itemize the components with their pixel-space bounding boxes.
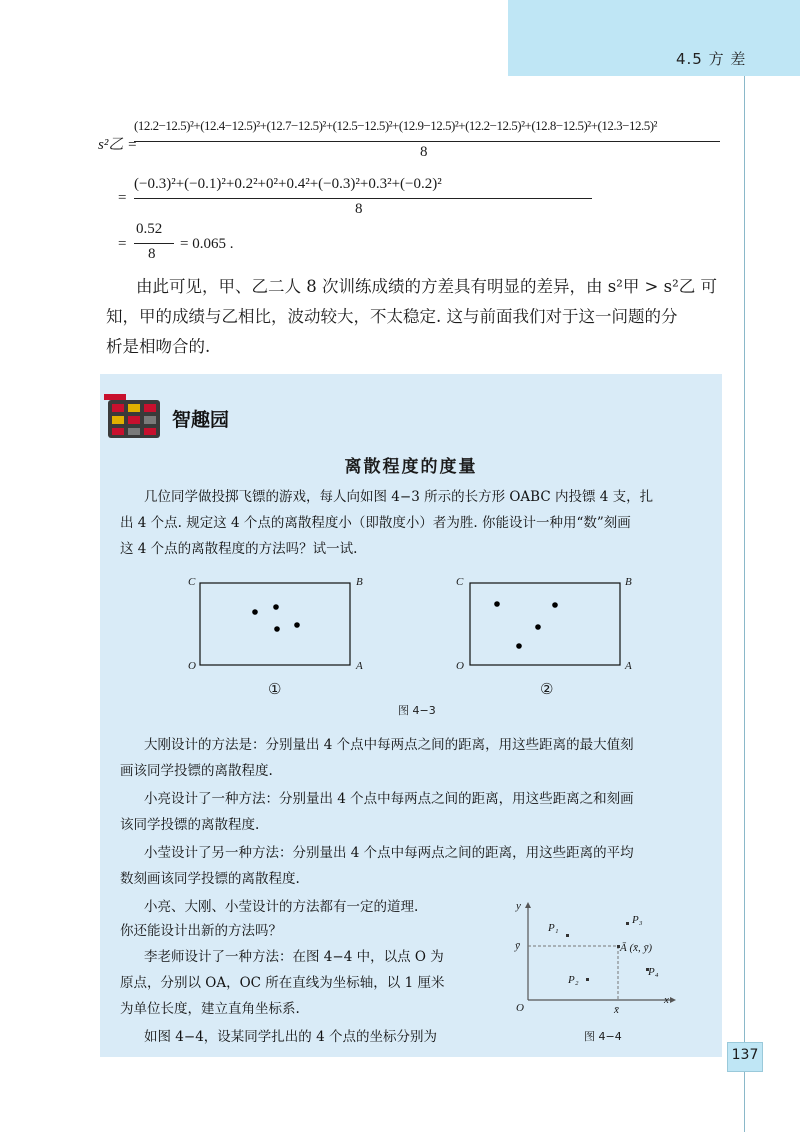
dart-point (516, 643, 522, 649)
vertex-label-c: C (456, 576, 464, 588)
vertex-label-b: B (356, 576, 363, 588)
dart-point (494, 601, 500, 607)
dart-point (535, 624, 541, 630)
formula-line3-denominator: 8 (148, 246, 156, 262)
formula-line2-fraction-bar (134, 198, 592, 199)
dart-point (273, 604, 279, 610)
page-number: 137 (731, 1047, 759, 1063)
formula-line2-denominator: 8 (355, 201, 363, 217)
figure-part-number: ① (268, 680, 282, 698)
dart-point (252, 609, 258, 615)
rectangle-oabc-1 (200, 583, 350, 665)
y-mean-tick-label: ȳ (515, 940, 520, 952)
point-label-p1: P₁ (548, 922, 559, 934)
point-p1 (566, 934, 569, 937)
body-paragraph-line: 知，甲的成绩与乙相比，波动较大，不太稳定. 这与前面我们对于这一问题的分 (106, 307, 678, 326)
box-paragraph-line: 小亮、大刚、小莹设计的方法都有一定的道理. (144, 899, 419, 915)
formula-line1-numerator: (12.2−12.5)²+(12.4−12.5)²+(12.7−12.5)²+(12.5−12.5)²+(12.9−12.5)²+(12.2−12.5)²+(12.8−12.5)²+(12.3−12.5)² (134, 118, 657, 133)
y-axis-arrow (525, 902, 531, 908)
box-paragraph-line: 这 4 个点的离散程度的方法吗？试一试. (120, 541, 358, 557)
formula-line3-result: = 0.065 . (180, 236, 234, 252)
body-paragraph-line: 析是相吻合的. (106, 337, 211, 356)
figure-4-3-diagram (180, 575, 650, 705)
mean-point-label: Ā (x̄, ȳ) (620, 942, 653, 954)
x-axis-label: x (664, 994, 669, 1006)
formula-line1-denominator: 8 (420, 144, 428, 160)
vertex-label-c: C (188, 576, 196, 588)
fun-garden-icon (104, 394, 164, 442)
box-paragraph-line: 如图 4−4，设某同学扎出的 4 个点的坐标分别为 (144, 1029, 437, 1045)
x-axis-arrow (670, 997, 676, 1003)
point-p2 (586, 978, 589, 981)
point-p3 (626, 922, 629, 925)
point-label-p3: P₃ (632, 914, 643, 926)
box-paragraph-line: 小莹设计了另一种方法：分别量出 4 个点中每两点之间的距离，用这些距离的平均 (144, 845, 634, 861)
box-paragraph-line: 你还能设计出新的方法吗？ (120, 923, 282, 939)
box-paragraph-line: 小亮设计了一种方法：分别量出 4 个点中每两点之间的距离，用这些距离之和刻画 (144, 791, 634, 807)
formula-line1-fraction-bar (134, 141, 720, 142)
formula-line2-numerator: (−0.3)²+(−0.1)²+0.2²+0²+0.4²+(−0.3)²+0.3²+(−0.2)² (134, 176, 442, 192)
vertex-label-a: A (625, 660, 632, 672)
box-paragraph-line: 该同学投镖的离散程度. (120, 817, 260, 833)
dart-point (274, 626, 280, 632)
box-paragraph-line: 数刻画该同学投镖的离散程度. (120, 871, 300, 887)
formula-line3-fraction-bar (134, 243, 174, 244)
origin-label: O (516, 1002, 524, 1014)
section-subtitle: 离散程度的度量 (344, 457, 478, 477)
point-label-p2: P₂ (568, 974, 579, 986)
body-paragraph-line: 由此可见，甲、乙二人 8 次训练成绩的方差具有明显的差异，由 s²甲 > s²乙 可 (136, 277, 717, 296)
margin-rule (744, 76, 745, 1132)
box-paragraph-line: 画该同学投镖的离散程度. (120, 763, 273, 779)
box-paragraph-line: 原点，分别以 OA，OC 所在直线为坐标轴，以 1 厘米 (120, 975, 445, 991)
formula-line3-equals: = (118, 236, 127, 252)
header-band (508, 0, 800, 76)
figure-caption: 图 4−3 (398, 704, 436, 717)
box-paragraph-line: 几位同学做投掷飞镖的游戏，每人向如图 4−3 所示的长方形 OABC 内投镖 4 支，扎 (144, 489, 654, 505)
y-axis-label: y (516, 900, 521, 912)
formula-lhs: s²乙 = (98, 137, 138, 153)
vertex-label-a: A (356, 660, 363, 672)
figure-caption: 图 4−4 (584, 1030, 622, 1043)
formula-line2-equals: = (118, 190, 127, 206)
figure-part-number: ② (540, 680, 554, 698)
point-label-p4: P₄ (648, 966, 659, 978)
x-mean-tick-label: x̄ (614, 1004, 619, 1016)
dart-point (294, 622, 300, 628)
vertex-label-o: O (456, 660, 464, 672)
rectangle-oabc-2 (470, 583, 620, 665)
formula-line3-numerator: 0.52 (136, 221, 163, 237)
fun-garden-title: 智趣园 (172, 409, 230, 431)
vertex-label-b: B (625, 576, 632, 588)
vertex-label-o: O (188, 660, 196, 672)
figure-4-4-diagram (508, 898, 678, 1014)
box-paragraph-line: 出 4 个点. 规定这 4 个点的离散程度小（即散度小）者为胜. 你能设计一种用“数”刻画 (120, 515, 631, 531)
dart-point (552, 602, 558, 608)
box-paragraph-line: 李老师设计了一种方法：在图 4−4 中，以点 O 为 (144, 949, 444, 965)
section-title: 4.5 方 差 (676, 50, 747, 68)
box-paragraph-line: 大刚设计的方法是：分别量出 4 个点中每两点之间的距离，用这些距离的最大值刻 (144, 737, 634, 753)
box-paragraph-line: 为单位长度，建立直角坐标系. (120, 1001, 300, 1017)
